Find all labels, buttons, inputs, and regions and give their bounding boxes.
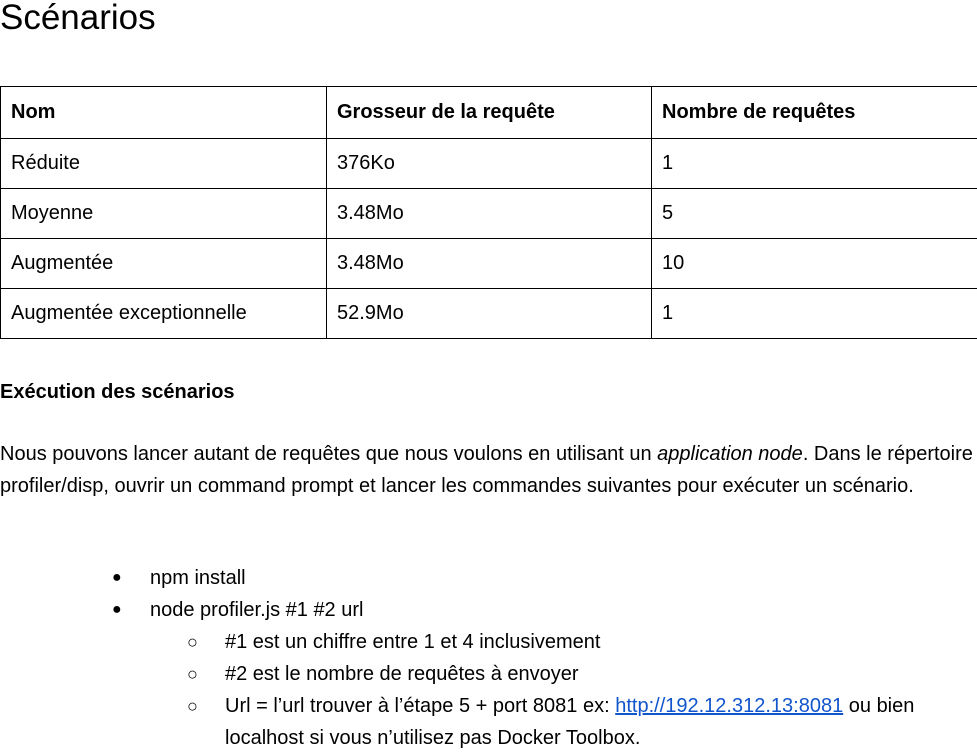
column-header-nom: Nom [1, 87, 327, 139]
table-row [1, 139, 977, 189]
sub-item-text: #2 est le nombre de requêtes à envoyer [225, 663, 579, 685]
table-row [1, 289, 977, 339]
bullet-icon: ● [112, 594, 122, 626]
bullet-icon: ● [112, 562, 122, 594]
section-heading-execution: Exécution des scénarios [0, 378, 235, 406]
cell-nom: Moyenne [1, 189, 327, 239]
sub-list-item [0, 690, 977, 754]
scenarios-table [0, 86, 977, 339]
paragraph-text-after: . Dans le répertoire profiler/disp, ouvrir un command prompt et lancer les commandes suivantes pour exécuter un scénario. [0, 443, 973, 497]
cell-nombre: 1 [652, 139, 977, 189]
cell-grosseur: 376Ko [327, 139, 652, 189]
column-header-grosseur: Grosseur de la requête [327, 87, 652, 139]
paragraph-text-before: Nous pouvons lancer autant de requêtes que nous voulons en utilisant un [0, 443, 657, 465]
command-node-profiler: node profiler.js #1 #2 url [150, 599, 363, 621]
command-list [0, 562, 977, 754]
url-item-after: ou bien localhost si vous n’utilisez pas Docker Toolbox. [225, 695, 914, 749]
column-header-nombre: Nombre de requêtes [652, 87, 977, 139]
cell-nombre: 1 [652, 289, 977, 339]
command-npm-install: npm install [150, 567, 246, 589]
intro-paragraph [0, 438, 975, 502]
table-header-row [1, 87, 977, 139]
cell-nom: Augmentée exceptionnelle [1, 289, 327, 339]
table-row [1, 189, 977, 239]
sub-list-item [0, 658, 977, 690]
example-url-link[interactable]: http://192.12.312.13:8081 [615, 695, 843, 717]
list-item [0, 594, 977, 626]
page-title: Scénarios [0, 0, 156, 42]
cell-nombre: 5 [652, 189, 977, 239]
sub-list-item [0, 626, 977, 658]
cell-nom: Augmentée [1, 239, 327, 289]
cell-grosseur: 52.9Mo [327, 289, 652, 339]
paragraph-italic-term: application node [657, 443, 803, 465]
sub-item-text: #1 est un chiffre entre 1 et 4 inclusivement [225, 631, 600, 653]
hollow-bullet-icon: ○ [187, 626, 198, 658]
table-row [1, 239, 977, 289]
cell-nom: Réduite [1, 139, 327, 189]
url-item-before: Url = l’url trouver à l’étape 5 + port 8081 ex: [225, 695, 615, 717]
cell-grosseur: 3.48Mo [327, 189, 652, 239]
hollow-bullet-icon: ○ [187, 690, 198, 722]
hollow-bullet-icon: ○ [187, 658, 198, 690]
cell-grosseur: 3.48Mo [327, 239, 652, 289]
list-item [0, 562, 977, 594]
cell-nombre: 10 [652, 239, 977, 289]
